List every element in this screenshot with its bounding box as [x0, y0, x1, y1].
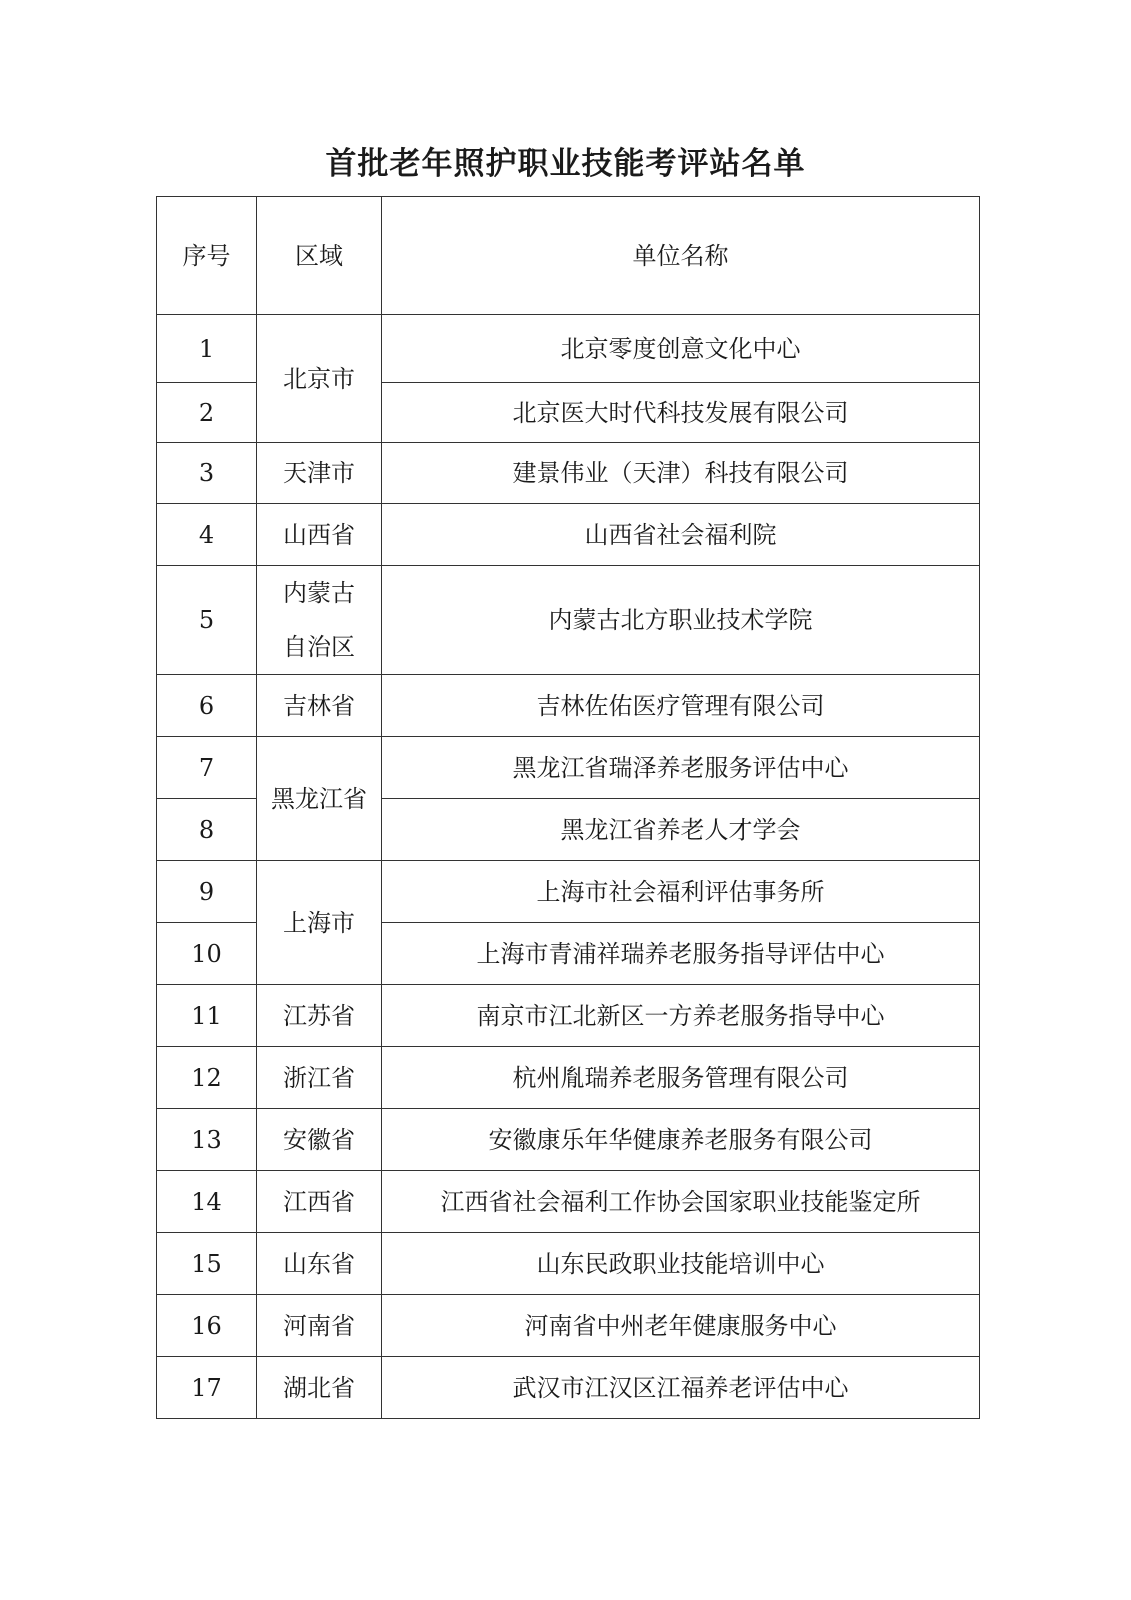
- table-row: [157, 1109, 980, 1171]
- row-no: 4: [157, 504, 257, 566]
- table-row: [157, 985, 980, 1047]
- row-region: [257, 566, 382, 675]
- table-row: [157, 1295, 980, 1357]
- row-unit: 河南省中州老年健康服务中心: [382, 1295, 980, 1357]
- document-title: 首批老年照护职业技能考评站名单: [325, 146, 806, 182]
- row-no: 7: [157, 737, 257, 799]
- row-region: 浙江省: [257, 1047, 382, 1109]
- row-unit: 山东民政职业技能培训中心: [382, 1233, 980, 1295]
- row-unit: 黑龙江省瑞泽养老服务评估中心: [382, 737, 980, 799]
- row-unit: 上海市青浦祥瑞养老服务指导评估中心: [382, 923, 980, 985]
- row-region: 山西省: [257, 504, 382, 566]
- row-region: 山东省: [257, 1233, 382, 1295]
- row-unit: 吉林佐佑医疗管理有限公司: [382, 675, 980, 737]
- row-region-line-1: 内蒙古: [283, 579, 355, 607]
- table-row: [157, 1233, 980, 1295]
- row-no: 10: [157, 923, 257, 985]
- row-no: 13: [157, 1109, 257, 1171]
- table-row: [157, 1171, 980, 1233]
- row-region: 上海市: [257, 861, 382, 985]
- row-unit: 南京市江北新区一方养老服务指导中心: [382, 985, 980, 1047]
- row-no: 1: [157, 315, 257, 383]
- row-region: 江西省: [257, 1171, 382, 1233]
- row-unit: 北京零度创意文化中心: [382, 315, 980, 383]
- row-region: 北京市: [257, 315, 382, 443]
- row-unit: 北京医大时代科技发展有限公司: [382, 383, 980, 443]
- row-unit: 上海市社会福利评估事务所: [382, 861, 980, 923]
- row-region: 天津市: [257, 443, 382, 504]
- row-region-line-2: 自治区: [283, 633, 355, 661]
- row-region: 江苏省: [257, 985, 382, 1047]
- row-unit: 杭州胤瑞养老服务管理有限公司: [382, 1047, 980, 1109]
- row-unit: 山西省社会福利院: [382, 504, 980, 566]
- row-no: 17: [157, 1357, 257, 1419]
- table-row: [157, 1047, 980, 1109]
- table-row: [157, 675, 980, 737]
- row-no: 9: [157, 861, 257, 923]
- row-no: 15: [157, 1233, 257, 1295]
- header-no: 序号: [157, 197, 257, 315]
- table-row: [157, 504, 980, 566]
- row-no: 11: [157, 985, 257, 1047]
- row-unit: 江西省社会福利工作协会国家职业技能鉴定所: [382, 1171, 980, 1233]
- stations-table: [156, 196, 980, 1419]
- row-region: 安徽省: [257, 1109, 382, 1171]
- row-unit: 内蒙古北方职业技术学院: [382, 566, 980, 675]
- table-row: [157, 861, 980, 923]
- row-no: 3: [157, 443, 257, 504]
- header-region: 区域: [257, 197, 382, 315]
- table-row: [157, 315, 980, 383]
- row-region: 吉林省: [257, 675, 382, 737]
- header-unit: 单位名称: [382, 197, 980, 315]
- row-region: 河南省: [257, 1295, 382, 1357]
- table-row: [157, 1357, 980, 1419]
- row-no: 8: [157, 799, 257, 861]
- row-unit: 黑龙江省养老人才学会: [382, 799, 980, 861]
- row-no: 6: [157, 675, 257, 737]
- row-unit: 武汉市江汉区江福养老评估中心: [382, 1357, 980, 1419]
- row-region: 湖北省: [257, 1357, 382, 1419]
- table-row: [157, 443, 980, 504]
- row-no: 5: [157, 566, 257, 675]
- row-region: 黑龙江省: [257, 737, 382, 861]
- row-unit: 安徽康乐年华健康养老服务有限公司: [382, 1109, 980, 1171]
- row-no: 12: [157, 1047, 257, 1109]
- table-row: [157, 737, 980, 799]
- table-row: [157, 566, 980, 675]
- row-no: 2: [157, 383, 257, 443]
- table-header-row: [157, 197, 980, 315]
- row-unit: 建景伟业（天津）科技有限公司: [382, 443, 980, 504]
- row-no: 14: [157, 1171, 257, 1233]
- row-no: 16: [157, 1295, 257, 1357]
